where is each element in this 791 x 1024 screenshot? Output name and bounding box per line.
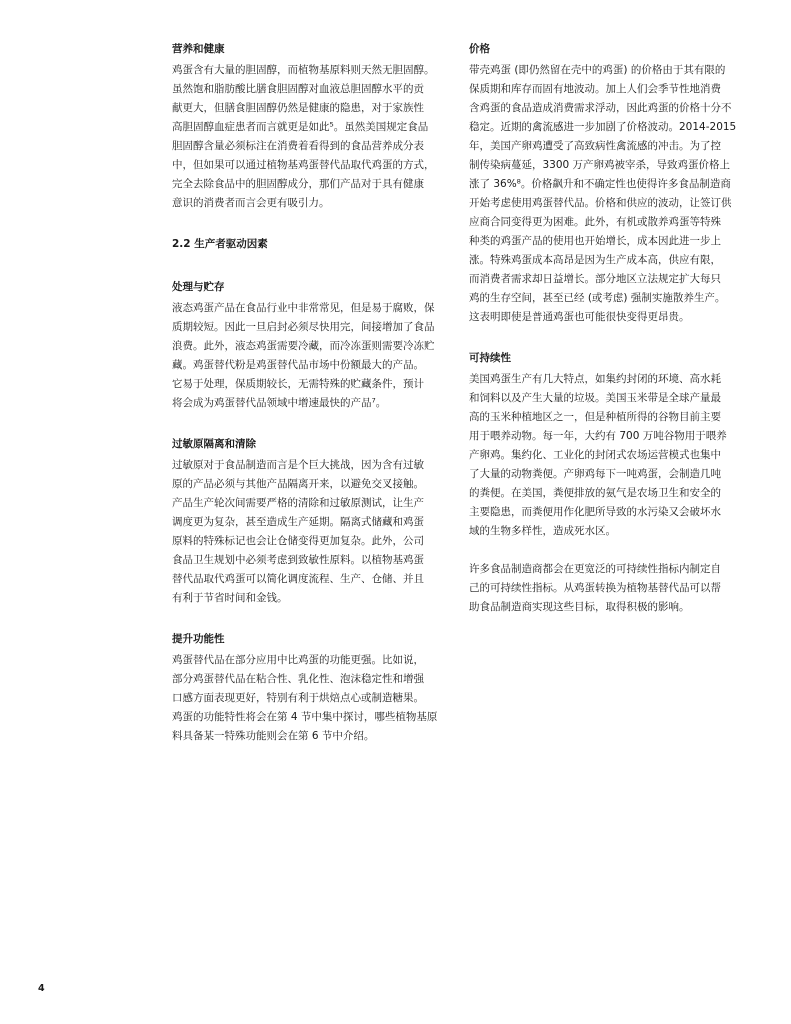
text-line: 许多食品制造商都会在更宽泛的可持续性指标内制定自 [469, 563, 721, 575]
text-line: 域的生物多样性，造成死水区。 [469, 525, 616, 537]
text-line: 稳定。近期的禽流感进一步加剧了价格波动。2014-2015 [469, 121, 737, 133]
text-line: 高胆固醇血症患者而言就更是如此⁵。虽然美国规定食品 [172, 121, 429, 133]
text-line: 带壳鸡蛋 (即仍然留在壳中的鸡蛋) 的价格由于其有限的 [469, 64, 726, 76]
section-functionality [172, 630, 462, 746]
text-line: 鸡蛋替代品在部分应用中比鸡蛋的功能更强。比如说， [172, 654, 424, 666]
left-column [172, 40, 462, 746]
text-line: 调度更为复杂，甚至造成生产延期。隔离式储藏和鸡蛋 [172, 516, 424, 528]
text-line: 液态鸡蛋产品在食品行业中非常常见，但是易于腐败，保 [172, 302, 435, 314]
text-line: 替代品取代鸡蛋可以简化调度流程、生产、仓储、并且 [172, 573, 424, 585]
text-line: 质期较短。因此一旦启封必须尽快用完，间接增加了食品 [172, 321, 435, 333]
section-nutrition [172, 40, 462, 213]
text-line: 含鸡蛋的食品造成消费需求浮动，因此鸡蛋的价格十分不 [469, 102, 732, 114]
section-heading-functionality: 提升功能性 [172, 633, 225, 645]
text-line: 涨了 36%⁸。价格飙升和不确定性也使得许多食品制造商 [469, 178, 731, 190]
text-line: 的粪便。在美国，粪便排放的氨气是农场卫生和安全的 [469, 487, 721, 499]
paragraph-allergen [172, 456, 462, 608]
text-line: 用于喂养动物。每一年，大约有 700 万吨谷物用于喂养 [469, 430, 727, 442]
text-line: 原的产品必须与其他产品隔离开来，以避免交叉接触。 [172, 478, 424, 490]
text-line: 产卵鸡。集约化、工业化的封闭式农场运营模式也集中 [469, 449, 721, 461]
text-line: 这表明即使是普通鸡蛋也可能很快变得更昂贵。 [469, 311, 690, 323]
right-column [469, 40, 749, 617]
text-line: 部分鸡蛋替代品在粘合性、乳化性、泡沫稳定性和增强 [172, 673, 424, 685]
text-line: 保质期和库存而固有地波动。加上人们会季节性地消费 [469, 83, 721, 95]
text-line: 原料的特殊标记也会让仓储变得更加复杂。此外，公司 [172, 535, 424, 547]
paragraph-functionality [172, 651, 462, 746]
text-line: 胆固醇含量必须标注在消费着看得到的食品营养成分表 [172, 140, 424, 152]
text-line: 献更大，但膳食胆固醇仍然是健康的隐患，对于家族性 [172, 102, 424, 114]
text-line: 和饲料以及产生大量的垃圾。美国玉米带是全球产量最 [469, 392, 721, 404]
text-line: 浪费。此外，液态鸡蛋需要冷藏，而冷冻蛋则需要冷冻贮 [172, 340, 435, 352]
section-heading-sustainability: 可持续性 [469, 352, 511, 364]
text-line: 应商合同变得更为困难。此外，有机或散养鸡蛋等特殊 [469, 216, 721, 228]
text-line: 鸡蛋的功能特性将会在第 4 节中集中探讨，哪些植物基原 [172, 711, 438, 723]
section-allergen [172, 435, 462, 608]
text-line: 鸡的生存空间，甚至已经 (或考虑) 强制实施散养生产。 [469, 292, 726, 304]
text-line: 完全去除食品中的胆固醇成分，那们产品对于具有健康 [172, 178, 424, 190]
paragraph-nutrition [172, 61, 462, 213]
section-price [469, 40, 749, 327]
text-line: 虽然饱和脂肪酸比膳食胆固醇对血液总胆固醇水平的贡 [172, 83, 424, 95]
text-line: 而消费者需求却日益增长。部分地区立法规定扩大每只 [469, 273, 721, 285]
text-line: 年，美国产卵鸡遭受了高致病性禽流感的冲击。为了控 [469, 140, 721, 152]
paragraph-sustainability-2 [469, 560, 749, 617]
section-heading-allergen: 过敏原隔离和清除 [172, 438, 256, 450]
paragraph-price [469, 61, 749, 327]
text-line: 主要隐患，而粪便用作化肥所导致的水污染又会破坏水 [469, 506, 721, 518]
text-line: 己的可持续性指标。从鸡蛋转换为植物基替代品可以帮 [469, 582, 721, 594]
text-line: 中，但如果可以通过植物基鸡蛋替代品取代鸡蛋的方式， [172, 159, 435, 171]
text-line: 有利于节省时间和金钱。 [172, 592, 288, 604]
text-line: 藏。鸡蛋替代粉是鸡蛋替代品市场中份额最大的产品。 [172, 359, 424, 371]
text-line: 美国鸡蛋生产有几大特点，如集约封闭的环境、高水耗 [469, 373, 721, 385]
text-line: 它易于处理，保质期较长，无需特殊的贮藏条件，预计 [172, 378, 424, 390]
text-line: 产品生产轮次间需要严格的清除和过敏原测试，让生产 [172, 497, 424, 509]
text-line: 涨。特殊鸡蛋成本高昂是因为生产成本高，供应有限， [469, 254, 721, 266]
section-heading-price: 价格 [469, 43, 490, 55]
section-heading-producer-drivers: 2.2 生产者驱动因素 [172, 238, 268, 250]
section-handling [172, 278, 462, 413]
page-number: 4 [38, 983, 45, 994]
text-line: 食品卫生规划中必须考虑到致敏性原料。以植物基鸡蛋 [172, 554, 424, 566]
section-heading-nutrition: 营养和健康 [172, 43, 225, 55]
text-line: 鸡蛋含有大量的胆固醇，而植物基原料则天然无胆固醇。 [172, 64, 435, 76]
text-line: 过敏原对于食品制造而言是个巨大挑战，因为含有过敏 [172, 459, 424, 471]
text-line: 高的玉米种植地区之一，但是种植所得的谷物目前主要 [469, 411, 721, 423]
text-line: 口感方面表现更好，特别有利于烘焙点心或制造糖果。 [172, 692, 424, 704]
text-line: 将会成为鸡蛋替代品领域中增速最快的产品⁷。 [172, 397, 387, 409]
text-line: 开始考虑使用鸡蛋替代品。价格和供应的波动，让签订供 [469, 197, 732, 209]
section-heading-handling: 处理与贮存 [172, 281, 225, 293]
text-line: 了大量的动物粪便。产卵鸡每下一吨鸡蛋，会制造几吨 [469, 468, 721, 480]
paragraph-handling [172, 299, 462, 413]
paragraph-sustainability [469, 370, 749, 541]
text-line: 种类的鸡蛋产品的使用也开始增长，成本因此进一步上 [469, 235, 721, 247]
text-line: 料具备某一特殊功能则会在第 6 节中介绍。 [172, 730, 375, 742]
text-line: 制传染病蔓延，3300 万产卵鸡被宰杀，导致鸡蛋价格上 [469, 159, 731, 171]
text-line: 助食品制造商实现这些目标，取得积极的影响。 [469, 601, 690, 613]
section-sustainability [469, 349, 749, 617]
text-line: 意识的消费者而言会更有吸引力。 [172, 197, 330, 209]
